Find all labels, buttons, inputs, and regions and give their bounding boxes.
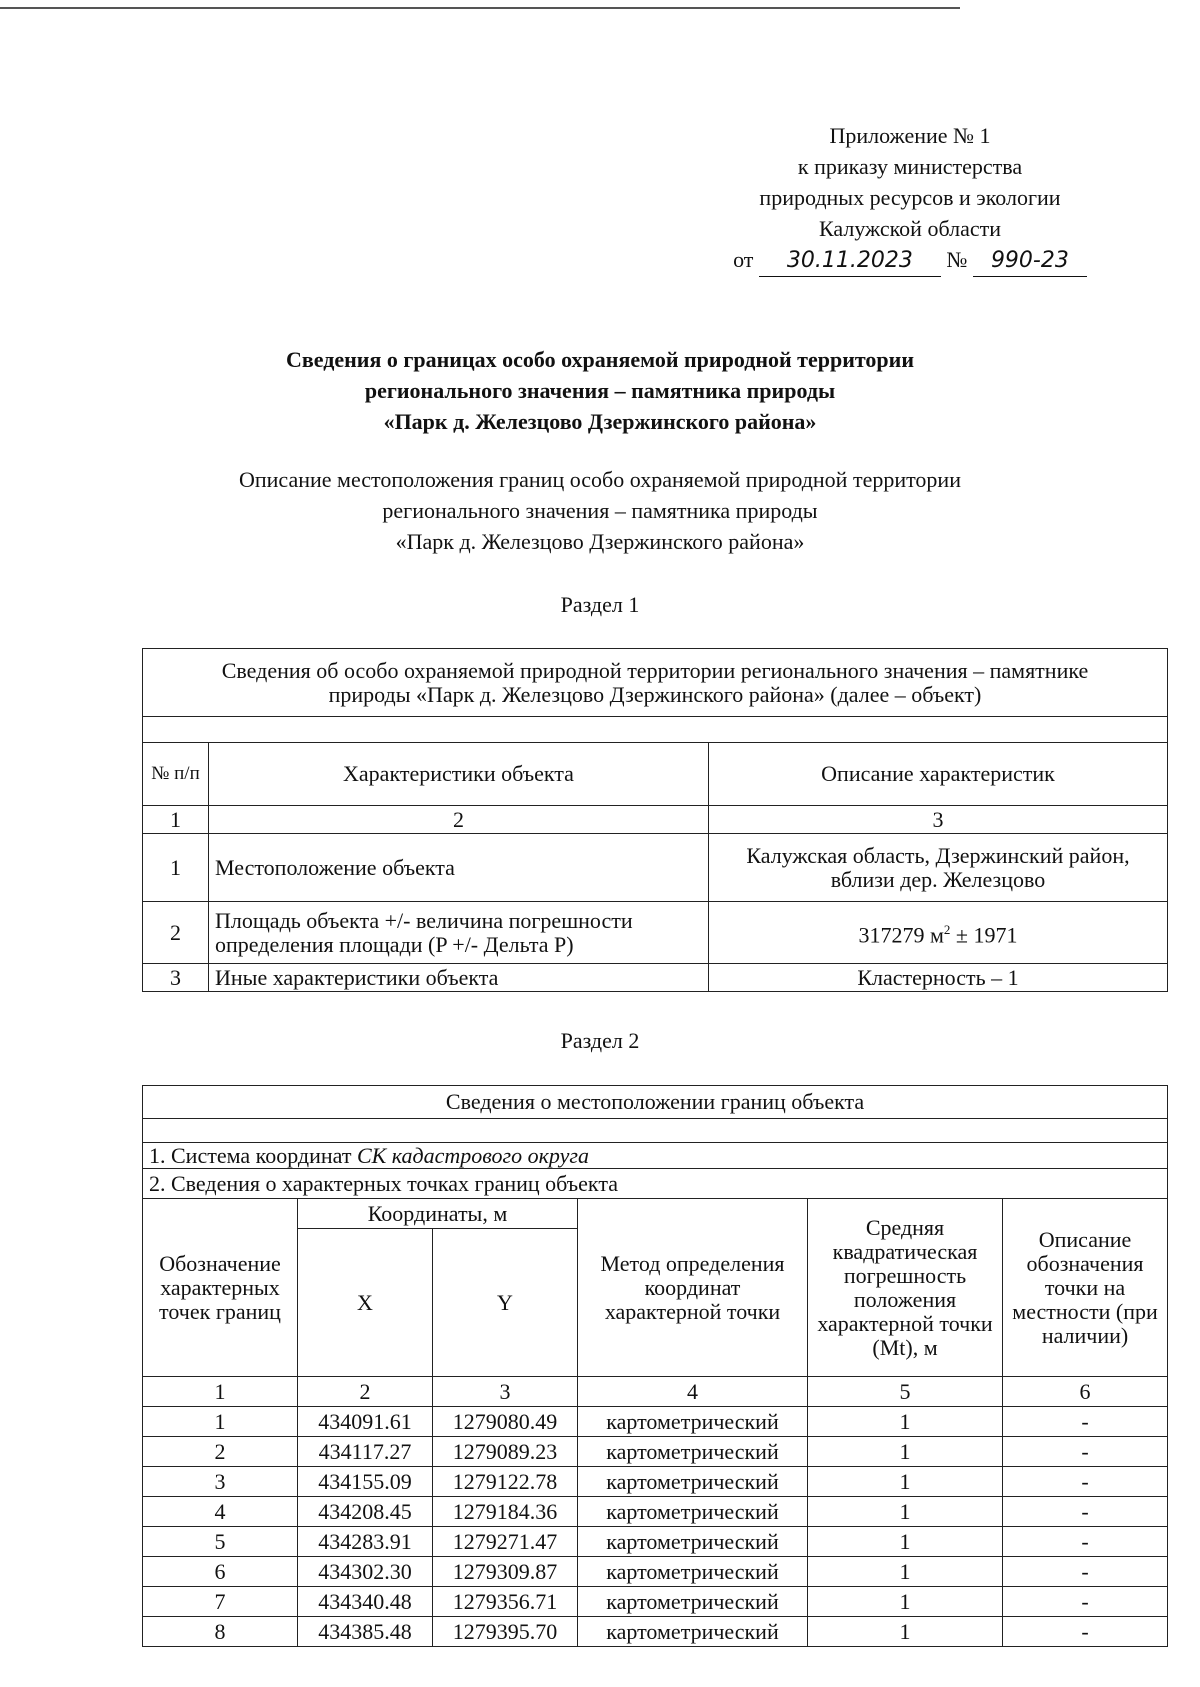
point-description: - [1003, 1467, 1168, 1497]
col-index: 5 [808, 1377, 1003, 1407]
coord-system-value: СК кадастрового округа [356, 1142, 589, 1168]
point-method: картометрический [578, 1617, 808, 1647]
appendix-line-2: к приказу министерства [797, 154, 1023, 179]
document-title [150, 344, 1050, 437]
area-tolerance: ± 1971 [950, 922, 1018, 948]
object-info-caption: Сведения об особо охраняемой природной территории регионального значения – памятнике природы «Парк д. Железцово Дзержинского района» (далее – объект) [143, 649, 1168, 717]
point-y: 1279122.78 [433, 1467, 578, 1497]
document-subtitle [150, 464, 1050, 557]
point-description: - [1003, 1527, 1168, 1557]
col-header-no: № п/п [143, 743, 209, 806]
col-header-characteristics: Характеристики объекта [209, 743, 709, 806]
table-row [143, 1497, 1168, 1527]
point-method: картометрический [578, 1437, 808, 1467]
point-y: 1279356.71 [433, 1587, 578, 1617]
coord-system-label: 1. Система координат [149, 1142, 352, 1168]
table-row [143, 1557, 1168, 1587]
subtitle-line-2: регионального значения – памятника природы [382, 498, 818, 523]
table-row [143, 1467, 1168, 1497]
subtitle-line-1: Описание местоположения границ особо охраняемой природной территории [239, 467, 961, 492]
point-error: 1 [808, 1407, 1003, 1437]
boundary-caption: Сведения о местоположении границ объекта [143, 1086, 1168, 1119]
point-error: 1 [808, 1587, 1003, 1617]
point-description: - [1003, 1587, 1168, 1617]
order-date: 30.11.2023 [759, 245, 941, 277]
col-index: 2 [298, 1377, 433, 1407]
point-error: 1 [808, 1497, 1003, 1527]
col-index: 3 [709, 806, 1168, 834]
row-number: 3 [143, 964, 209, 992]
row-name: Иные характеристики объекта [209, 964, 709, 992]
col-header-method: Метод определения координат характерной точки [578, 1199, 808, 1377]
point-x: 434283.91 [298, 1527, 433, 1557]
boundary-points-table [142, 1085, 1168, 1647]
col-header-point: Обозначение характерных точек границ [143, 1199, 298, 1377]
point-id: 6 [143, 1557, 298, 1587]
point-x: 434340.48 [298, 1587, 433, 1617]
point-method: картометрический [578, 1407, 808, 1437]
point-id: 1 [143, 1407, 298, 1437]
table-row [143, 1407, 1168, 1437]
col-header-x: X [298, 1229, 433, 1377]
point-x: 434302.30 [298, 1557, 433, 1587]
point-x: 434117.27 [298, 1437, 433, 1467]
table-row [143, 1617, 1168, 1647]
point-method: картометрический [578, 1557, 808, 1587]
point-description: - [1003, 1407, 1168, 1437]
spacer-row [143, 1119, 1168, 1143]
point-description: - [1003, 1557, 1168, 1587]
subtitle-line-3: «Парк д. Железцово Дзержинского района» [395, 529, 805, 554]
row-number: 1 [143, 834, 209, 902]
point-error: 1 [808, 1617, 1003, 1647]
row-name: Площадь объекта +/- величина погрешности определения площади (P +/- Дельта P) [209, 902, 709, 964]
date-prefix: от [733, 247, 754, 272]
point-id: 2 [143, 1437, 298, 1467]
point-x: 434091.61 [298, 1407, 433, 1437]
row-value [709, 902, 1168, 964]
point-id: 4 [143, 1497, 298, 1527]
point-x: 434385.48 [298, 1617, 433, 1647]
col-header-description: Описание обозначения точки на местности (при наличии) [1003, 1199, 1168, 1377]
point-error: 1 [808, 1557, 1003, 1587]
appendix-line-3: природных ресурсов и экологии [759, 185, 1061, 210]
order-number: 990-23 [973, 245, 1087, 277]
col-index: 6 [1003, 1377, 1168, 1407]
object-info-table [142, 648, 1168, 992]
section-2-heading: Раздел 2 [560, 1028, 640, 1053]
point-y: 1279080.49 [433, 1407, 578, 1437]
point-error: 1 [808, 1437, 1003, 1467]
col-index: 4 [578, 1377, 808, 1407]
table-row [143, 902, 1168, 964]
point-y: 1279184.36 [433, 1497, 578, 1527]
scan-top-border [0, 7, 960, 9]
col-header-description: Описание характеристик [709, 743, 1168, 806]
point-error: 1 [808, 1527, 1003, 1557]
spacer-row [143, 717, 1168, 743]
row-name: Местоположение объекта [209, 834, 709, 902]
appendix-line-4: Калужской области [819, 216, 1001, 241]
point-y: 1279395.70 [433, 1617, 578, 1647]
point-error: 1 [808, 1467, 1003, 1497]
col-header-error: Средняя квадратическая погрешность положения характерной точки (Mt), м [808, 1199, 1003, 1377]
table-row [143, 1527, 1168, 1557]
point-x: 434155.09 [298, 1467, 433, 1497]
point-y: 1279271.47 [433, 1527, 578, 1557]
col-index: 1 [143, 806, 209, 834]
point-y: 1279309.87 [433, 1557, 578, 1587]
table-row [143, 834, 1168, 902]
table-row [143, 1587, 1168, 1617]
table-row [143, 1437, 1168, 1467]
title-line-3: «Парк д. Железцово Дзержинского района» [383, 409, 817, 434]
title-line-2: регионального значения – памятника природы [364, 378, 836, 403]
row-number: 2 [143, 902, 209, 964]
section-1-heading: Раздел 1 [560, 592, 640, 617]
point-id: 8 [143, 1617, 298, 1647]
points-label: 2. Сведения о характерных точках границ объекта [143, 1169, 1168, 1199]
point-id: 5 [143, 1527, 298, 1557]
point-id: 7 [143, 1587, 298, 1617]
point-description: - [1003, 1617, 1168, 1647]
appendix-header [720, 120, 1100, 277]
point-description: - [1003, 1437, 1168, 1467]
col-index: 2 [209, 806, 709, 834]
title-line-1: Сведения о границах особо охраняемой природной территории [285, 347, 914, 372]
appendix-date-line [720, 244, 1100, 277]
point-id: 3 [143, 1467, 298, 1497]
point-method: картометрический [578, 1497, 808, 1527]
point-x: 434208.45 [298, 1497, 433, 1527]
point-method: картометрический [578, 1587, 808, 1617]
point-method: картометрический [578, 1467, 808, 1497]
point-description: - [1003, 1497, 1168, 1527]
col-header-coordinates: Координаты, м [298, 1199, 578, 1229]
table-row [143, 964, 1168, 992]
col-index: 1 [143, 1377, 298, 1407]
area-value: 317279 м [858, 922, 944, 948]
coord-system-row [143, 1143, 1168, 1169]
col-header-y: Y [433, 1229, 578, 1377]
col-index: 3 [433, 1377, 578, 1407]
row-value: Кластерность – 1 [709, 964, 1168, 992]
point-method: картометрический [578, 1527, 808, 1557]
row-value: Калужская область, Дзержинский район, вблизи дер. Железцово [709, 834, 1168, 902]
point-y: 1279089.23 [433, 1437, 578, 1467]
number-prefix: № [946, 247, 968, 272]
appendix-line-1: Приложение № 1 [829, 123, 991, 148]
area-unit-exponent: 2 [943, 921, 951, 937]
